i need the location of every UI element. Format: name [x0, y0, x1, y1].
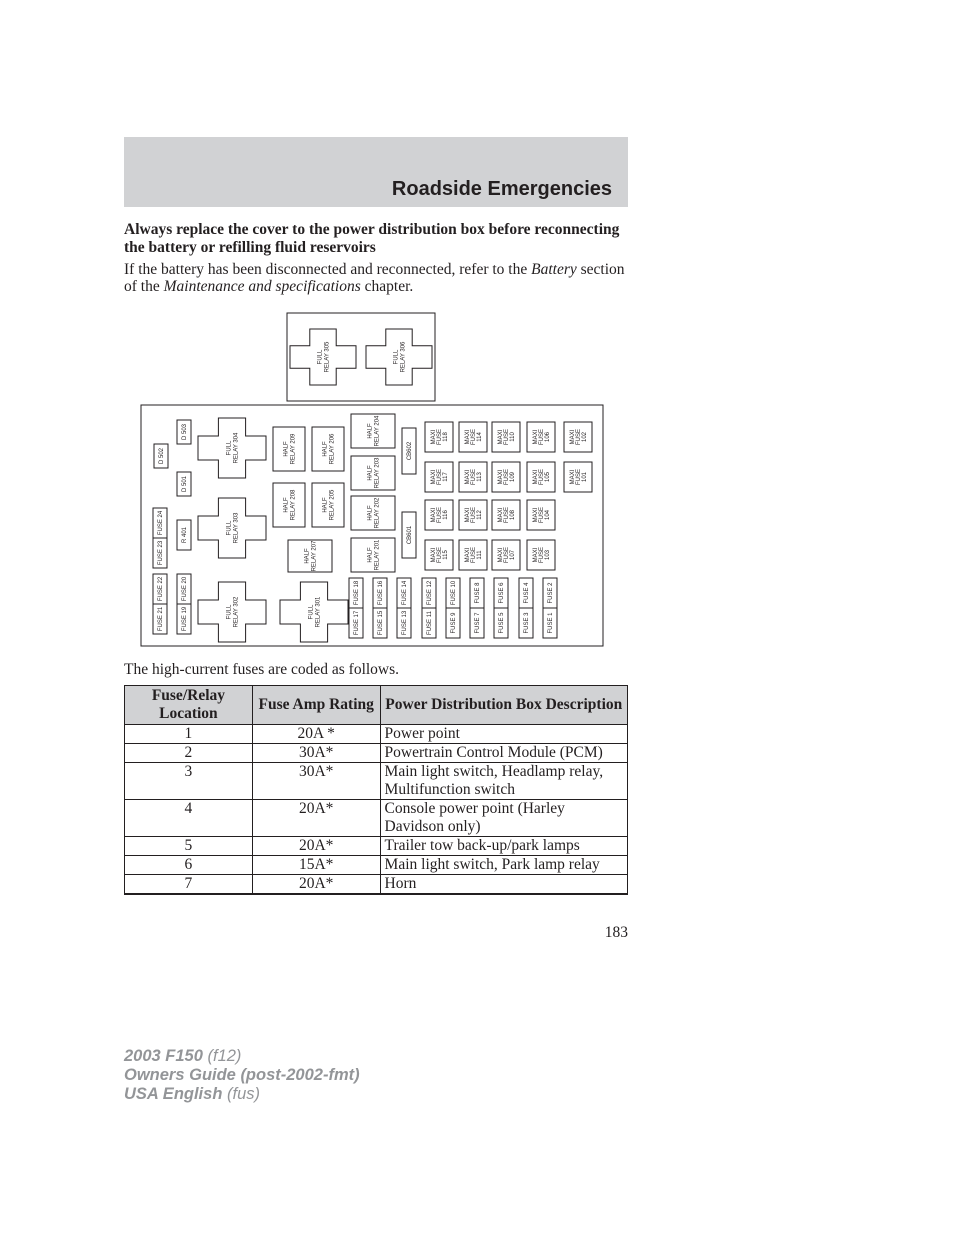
maxi-fuse-label: MAXIFUSE106: [533, 428, 551, 446]
maxi-fuse-label: MAXIFUSE114: [465, 428, 483, 446]
table-caption: The high-current fuses are coded as follows.: [124, 661, 400, 678]
footer-model: 2003 F150: [124, 1047, 203, 1065]
cell-location: 5: [125, 837, 253, 856]
half-relay-label: HALFRELAY 208: [283, 489, 297, 521]
small-fuse-label: FUSE 20: [182, 576, 188, 602]
cell-description: Console power point (Harley Davidson only): [380, 800, 627, 837]
cell-description: Power point: [380, 725, 627, 744]
small-fuse-label: FUSE 7: [475, 612, 481, 634]
diode-label: D 502: [159, 447, 165, 465]
header-amp-rating: Fuse Amp Rating: [252, 686, 380, 725]
top-relay-label: FULLRELAY 306: [393, 341, 407, 373]
small-fuse-label: FUSE 6: [499, 582, 505, 604]
small-fuse-label: FUSE 5: [499, 612, 505, 634]
cell-rating: 20A *: [252, 725, 380, 744]
small-fuse-label: FUSE 21: [158, 606, 164, 632]
fuse-table: [124, 685, 628, 895]
half-relay-label: HALFRELAY 206: [322, 433, 336, 465]
maxi-fuse-label: MAXIFUSE103: [533, 546, 551, 564]
table-row: [125, 744, 628, 763]
table-row: [125, 875, 628, 895]
full-relay-label: FULLRELAY 302: [226, 596, 240, 628]
small-fuse-label: FUSE 18: [354, 580, 360, 606]
table-row: [125, 725, 628, 744]
footer-line-language: [124, 1085, 360, 1104]
footer-line-model: [124, 1047, 360, 1066]
cell-description: Powertrain Control Module (PCM): [380, 744, 627, 763]
maxi-fuse-label: MAXIFUSE112: [465, 506, 483, 524]
power-distribution-box-diagram: [140, 312, 605, 648]
footer-language: USA English: [124, 1085, 223, 1103]
small-fuse-label: FUSE 9: [451, 612, 457, 634]
maxi-fuse-label: MAXIFUSE110: [498, 428, 516, 446]
cell-description: Horn: [380, 875, 627, 895]
maxi-fuse-label: MAXIFUSE107: [498, 546, 516, 564]
half-relay-label: HALFRELAY 207: [304, 540, 318, 572]
footer-model-code: (f12): [202, 1047, 242, 1065]
section-header-bar: [124, 137, 628, 207]
table-row: [125, 763, 628, 800]
cell-rating: 15A*: [252, 856, 380, 875]
small-fuse-label: FUSE 3: [524, 612, 530, 634]
circuit-breaker-label: CB602: [407, 441, 413, 461]
maxi-fuse-label: MAXIFUSE104: [533, 506, 551, 524]
half-relay-label: HALFRELAY 203: [367, 457, 381, 489]
full-relay-label: FULLRELAY 304: [226, 432, 240, 464]
maxi-fuse-label: MAXIFUSE102: [570, 428, 588, 446]
cell-location: 7: [125, 875, 253, 895]
header-description: Power Distribution Box Description: [380, 686, 627, 725]
intro-italic-battery: Battery: [531, 261, 577, 278]
cell-location: 2: [125, 744, 253, 763]
maxi-fuse-label: MAXIFUSE109: [498, 468, 516, 486]
half-relay-label: HALFRELAY 204: [367, 415, 381, 447]
intro-text-1: If the battery has been disconnected and reconnected, refer to the: [124, 261, 532, 278]
footer-line-guide: Owners Guide (post-2002-fmt): [124, 1066, 360, 1084]
small-fuse-label: FUSE 10: [451, 580, 457, 606]
cell-description: Main light switch, Park lamp relay: [380, 856, 627, 875]
small-fuse-label: FUSE 14: [402, 580, 408, 606]
small-fuse-label: FUSE 22: [158, 576, 164, 602]
resistor-label: R 401: [182, 526, 188, 544]
cell-location: 6: [125, 856, 253, 875]
maxi-fuse-label: MAXIFUSE108: [498, 506, 516, 524]
small-fuse-label: FUSE 4: [524, 582, 530, 604]
small-fuse-label: FUSE 2: [548, 582, 554, 604]
cell-location: 1: [125, 725, 253, 744]
table-row: [125, 856, 628, 875]
cell-rating: 20A*: [252, 837, 380, 856]
maxi-fuse-label: MAXIFUSE101: [570, 468, 588, 486]
maxi-fuse-label: MAXIFUSE105: [533, 468, 551, 486]
maxi-fuse-label: MAXIFUSE111: [465, 546, 483, 564]
maxi-fuse-label: MAXIFUSE118: [431, 428, 449, 446]
table-row: [125, 837, 628, 856]
small-fuse-label: FUSE 1: [548, 612, 554, 634]
small-fuse-label: FUSE 8: [475, 582, 481, 604]
section-title: Roadside Emergencies: [391, 178, 612, 200]
top-relay-label: FULLRELAY 305: [317, 341, 331, 373]
intro-text-2: section of the: [124, 261, 625, 295]
full-relay-label: FULLRELAY 303: [226, 512, 240, 544]
small-fuse-label: FUSE 15: [378, 610, 384, 636]
intro-text-3: chapter.: [360, 278, 414, 295]
small-fuse-label: FUSE 16: [378, 580, 384, 606]
page-number: 183: [604, 924, 628, 941]
small-fuse-label: FUSE 23: [158, 540, 164, 566]
small-fuse-label: FUSE 19: [182, 606, 188, 632]
small-fuse-label: FUSE 12: [427, 580, 433, 606]
intro-italic-chapter: Maintenance and specifications: [163, 278, 361, 295]
footer-language-code: (fus): [222, 1085, 260, 1103]
header-location: Fuse/Relay Location: [125, 686, 253, 725]
cell-location: 4: [125, 800, 253, 837]
maxi-fuse-label: MAXIFUSE117: [431, 468, 449, 486]
cell-rating: 20A*: [252, 800, 380, 837]
small-fuse-label: FUSE 11: [427, 611, 433, 635]
intro-paragraph: [124, 261, 628, 295]
full-relay-label: FULLRELAY 301: [308, 596, 322, 628]
diode-label: D 501: [182, 475, 188, 493]
maxi-fuse-label: MAXIFUSE116: [431, 506, 449, 524]
diode-label: D 503: [182, 423, 188, 441]
half-relay-label: HALFRELAY 202: [367, 497, 381, 529]
half-relay-label: HALFRELAY 209: [283, 433, 297, 465]
small-fuse-label: FUSE 13: [402, 610, 408, 636]
table-header-row: [125, 686, 628, 725]
cell-rating: 30A*: [252, 763, 380, 800]
cell-description: Main light switch, Headlamp relay, Multifunction switch: [380, 763, 627, 800]
cell-rating: 20A*: [252, 875, 380, 895]
half-relay-label: HALFRELAY 201: [367, 539, 381, 571]
small-fuse-label: FUSE 17: [354, 610, 360, 636]
warning-text: Always replace the cover to the power distribution box before reconnecting the battery or refilling fluid reservoirs: [124, 221, 620, 256]
half-relay-label: HALFRELAY 205: [322, 489, 336, 521]
circuit-breaker-label: CB601: [407, 525, 413, 545]
table-row: [125, 800, 628, 837]
cell-location: 3: [125, 763, 253, 800]
cell-description: Trailer tow back-up/park lamps: [380, 837, 627, 856]
small-fuse-label: FUSE 24: [158, 510, 164, 536]
maxi-fuse-label: MAXIFUSE113: [465, 468, 483, 486]
maxi-fuse-label: MAXIFUSE115: [431, 546, 449, 564]
document-footer: [124, 1047, 360, 1104]
cell-rating: 30A*: [252, 744, 380, 763]
